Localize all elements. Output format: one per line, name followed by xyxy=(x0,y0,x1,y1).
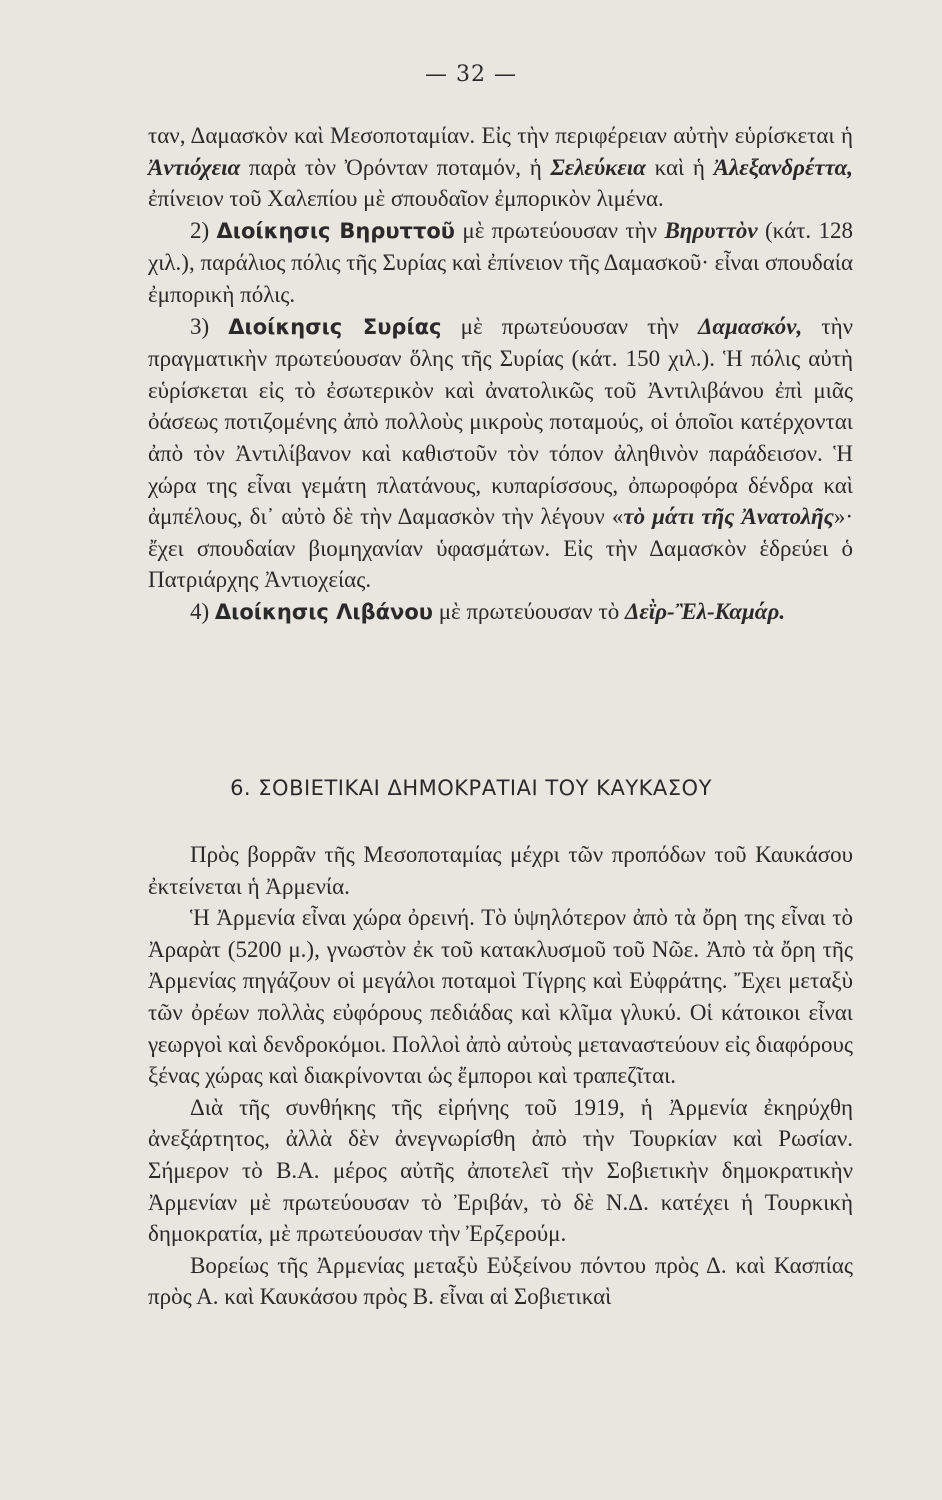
paragraph-armenia-geography: Ἡ Ἀρμενία εἶναι χώρα ὀρεινή. Τὸ ὑψηλότερον ἀπὸ τὰ ὄρη της εἶναι τὸ Ἀραρὰτ (5200 μ.), γνωστὸν ἐκ τοῦ κατακλυσμοῦ τοῦ Νῶε. Ἀπὸ τὰ ὄρη τῆς Ἀρμενίας πηγάζουν οἱ μεγάλοι ποταμοὶ Τίγρης καὶ Εὐφράτης. Ἔχει μεταξὺ τῶν ὀρέων πολλὰς εὐφόρους πεδιάδας καὶ κλῖμα γλυκύ. Οἱ κάτοικοι εἶναι γεωργοὶ καὶ δενδροκόμοι. Πολλοὶ ἀπὸ αὐτοὺς μεταναστεύουν εἰς διαφόρους ξένας χώρας καὶ διακρίνονται ὡς ἔμποροι καὶ τραπεζῖται. xyxy=(148,905,853,1089)
heading-lebanon: Διοίκησις Λιβάνου xyxy=(214,599,433,624)
section-heading: 6. ΣΟΒΙΕΤΙΚΑΙ ΔΗΜΟΚΡΑΤΙΑΙ ΤΟΥ ΚΑΥΚΑΣΟΥ xyxy=(230,776,712,800)
emphasis-eye-of-east: τὸ μάτι τῆς Ἀνατολῆς xyxy=(623,504,834,530)
text-run: (κάτ. 128 χιλ.), παράλιος πόλις τῆς Συρίας καὶ ἐπίνειον τῆς Δαμασκοῦ· εἶναι σπουδαία ἐμπορικὴ πόλις. xyxy=(148,217,853,307)
text-run: »· ἔχει σπουδαίαν βιομηχανίαν ὑφασμάτων. Εἰς τὴν Δαμασκὸν ἑδρεύει ὁ Πατριάρχης Ἀντιοχείας. xyxy=(148,504,853,593)
paragraph-armenia-history: Διὰ τῆς συνθήκης τῆς εἰρήνης τοῦ 1919, ἡ Ἀρμενία ἐκηρύχθη ἀνεξάρτητος, ἀλλὰ δὲν ἀνεγνωρίσθη ἀπὸ τὴν Τουρκίαν καὶ Ρωσίαν. Σήμερον τὸ Β.Α. μέρος αὐτῆς ἀποτελεῖ τὴν Σοβιετικὴν δημοκρατικὴν Ἀρμενίαν μὲ πρωτεύουσαν τὸ Ἐριβάν, τὸ δὲ Ν.Δ. κατέχει ἡ Τουρκικὴ δημοκρατία, μὲ πρωτεύουσαν τὴν Ἐρζερούμ. xyxy=(148,1094,853,1247)
paragraph-item-2 xyxy=(148,215,853,311)
text-run: μὲ πρωτεύουσαν τὸ xyxy=(432,598,625,624)
emphasis-alexandretta: Ἀλεξανδρέττα, xyxy=(713,154,853,180)
text-block-caucasus xyxy=(148,839,853,1313)
text-run: τὴν πραγματικὴν πρωτεύουσαν ὅλης τῆς Συρίας (κάτ. 150 χιλ.). Ἡ πόλις αὐτὴ εὑρίσκεται εἰς τὸ ἐσωτερικὸν καὶ ἀνατολικῶς τοῦ Ἀντιλιβάνου ἐπὶ μιᾶς ὀάσεως ποτιζομένης ἀπὸ πολλοὺς μικροὺς ποταμούς, οἱ ὁποῖοι κατέρχονται ἀπὸ τὸν Ἀντιλίβανον καὶ καθιστοῦν τὸν τόπον ἀληθινὸν παράδεισον. Ἡ χώρα της εἶναι γεμάτη πλατάνους, κυπαρίσσους, ὀπωροφόρα δένδρα καὶ ἀμπέλους, δι᾿ αὐτὸ δὲ τὴν Δαμασκὸν τὴν λέγουν « xyxy=(148,313,854,530)
text-run: μὲ πρωτεύουσαν τὴν xyxy=(454,217,665,243)
emphasis-seleukeia: Σελεύκεια xyxy=(550,154,646,180)
item-number: 2) xyxy=(190,217,217,243)
text-run: μὲ πρωτεύουσαν τὴν xyxy=(441,313,698,339)
emphasis-antiocheia: Ἀντιόχεια xyxy=(148,154,241,180)
text-run: ἐπίνειον τοῦ Χαλεπίου μὲ σπουδαῖον ἐμπορικὸν λιμένα. xyxy=(148,186,664,212)
paragraph-armenia-location: Πρὸς βορρᾶν τῆς Μεσοποταμίας μέχρι τῶν προπόδων τοῦ Καυκάσου ἐκτείνεται ἡ Ἀρμενία. xyxy=(148,842,853,899)
item-number: 4) xyxy=(190,598,215,624)
paragraph-intro xyxy=(148,120,853,215)
paragraph-item-3 xyxy=(148,311,853,596)
paragraph-soviet-republics: Βορείως τῆς Ἀρμενίας μεταξὺ Εὐξείνου πόντου πρὸς Δ. καὶ Κασπίας πρὸς Α. καὶ Καυκάσου πρὸς Β. εἶναι αἱ Σοβιετικαὶ xyxy=(148,1252,853,1310)
heading-beirut: Διοίκησις Βηρυττοῦ xyxy=(216,218,455,243)
emphasis-deir-el-kamar: Δεῒρ-Ἒλ-Καμάρ. xyxy=(624,598,786,624)
item-number: 3) xyxy=(190,313,229,339)
paragraph-item-4 xyxy=(148,596,853,629)
page-number: — 32 — xyxy=(425,62,517,87)
text-run: ταν, Δαμασκὸν καὶ Μεσοποταμίαν. Εἰς τὴν περιφέρειαν αὐτὴν εὑρίσκεται ἡ xyxy=(148,123,853,148)
heading-syria: Διοίκησις Συρίας xyxy=(228,314,442,339)
emphasis-beirut: Βηρυττὸν xyxy=(664,217,758,243)
text-run: παρὰ τὸν Ὀρόνταν ποταμόν, ἡ xyxy=(240,154,551,180)
text-run: καὶ ἡ xyxy=(645,154,714,180)
text-block-syria xyxy=(148,120,853,629)
emphasis-damascus: Δαμασκόν, xyxy=(697,313,803,339)
